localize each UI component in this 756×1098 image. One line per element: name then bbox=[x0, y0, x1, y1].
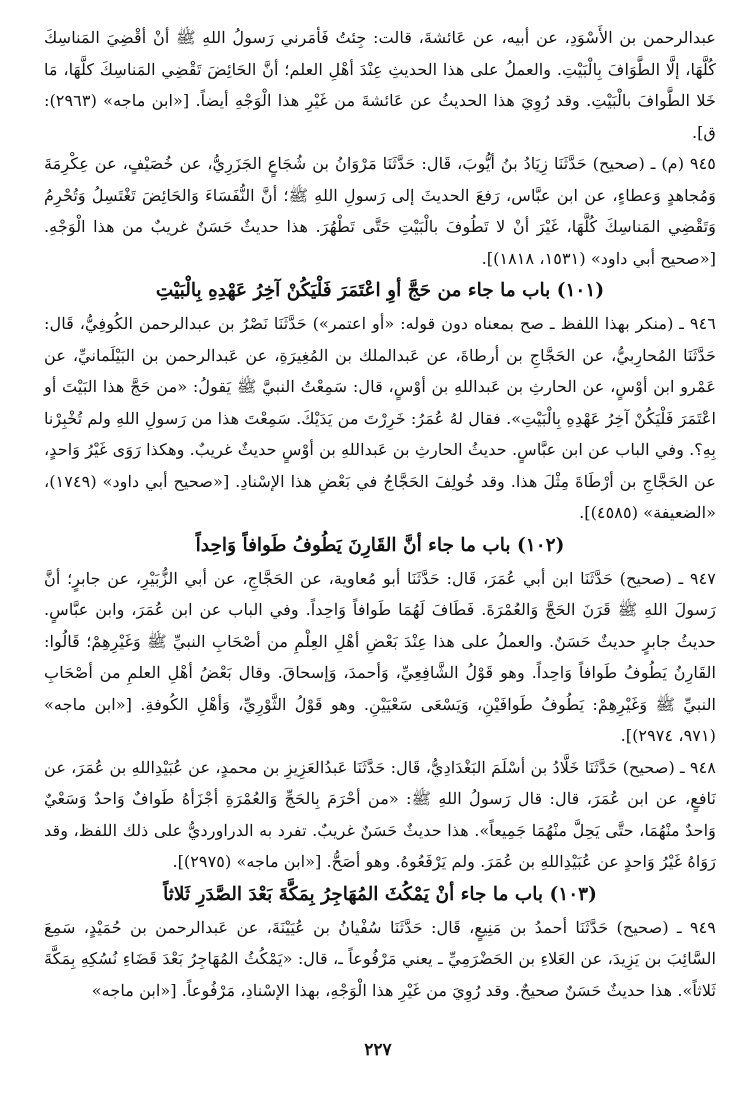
document-page bbox=[44, 22, 716, 1082]
page-number: ٢٢٧ bbox=[364, 1040, 392, 1060]
chapter-heading-102: (١٠٢) باب ما جاء أنَّ القَارِنَ يَطُوفُ طَوافاً وَاحِداً bbox=[195, 534, 565, 556]
hadith-949: ٩٤٩ ـ (صحيح) حَدَّثَنَا أحمدُ بن مَنِيعٍ، قَال: حَدَّثَنَا سُفْيانُ بن عُيَيْنَةَ، عن عَبدالرحمن بن حُمَيْدٍ، سَمِعَ السَّائِبَ بن يَزِيدَ، عن العَلاءِ بن الحَضْرَمِيِّ ـ يعني مَرْفُوعاً ـ، قال: «يَمْكُثُ المُهَاجِرُ بَعْدَ قَضَاءِ نُسُكِهِ بِمَكَّةَ ثَلاثاً». هذا حديثٌ حَسَنٌ صحيحٌ. وقد رُوِيَ من غَيْرِ هذا الْوَجْهِ، بهذا الإسْنادِ، مَرْفُوعاً. [«ابن ماجه» bbox=[44, 917, 716, 1000]
hadith-946: ٩٤٦ ـ (منكر بهذا اللفظ ـ صح بمعناه دون قوله: «أو اعتمر») حَدَّثَنَا نَصْرُ بن عبدالرحمن الكُوفِيُّ، قَال: حَدَّثَنَا المُحارِبيُّ، عن الحَجَّاجِ بن أرطاةَ، عن عَبدالملك بن المُغِيرَةِ، عن عَبدالرحمن بن البَيْلَمانيِّ، عن عَمْرو ابن أوْسٍ، عن الحارثِ بن عَبداللهِ بن أوْسٍ، قال: سَمِعْتُ النبيَّ ﷺ يَقولُ: «من حَجَّ هذا البَيْتَ أو اعْتَمَرَ فَلْيَكُنْ آخِرُ عَهْدِهِ بِالْبَيْتِ». فقال لهُ عُمَرُ: خَرِرْتَ من يَدَيْكَ. سَمِعْتَ هذا من رَسولِ اللهِ ولم تُخْبِرْنا بِهِ؟. وفي الباب عن ابن عبَّاسٍ. حديثُ الحارثِ بن عَبداللهِ بن أوْسٍ حديثٌ غريبٌ. وهكذا رَوَى غَيْرُ وَاحدٍ، عن الحَجَّاجِ بن أرْطَاةَ مِثْلَ هذا. وقد خُولِفَ الحَجَّاجُ في بَعْضِ هذا الإسْنادِ. [«صحيح أبي داود» (١٧٤٩)، «الضعيفة» (٤٥٨٥)]. bbox=[44, 314, 716, 522]
hadith-945: ٩٤٥ (م) ـ (صحيح) حَدَّثَنَا زِيَادُ بنُ أيُّوبَ، قَال: حَدَّثَنَا مَرْوَانُ بن شُجَاعٍ الجَزَرِيُّ، عن خُصَيْفٍ، عن عِكْرِمَةَ وَمُجاهدٍ وَعطاءٍ، عن ابن عبَّاس، رَفعَ الحديثَ إلى رَسولِ اللهِ ﷺ؛ أنَّ النُّفَسَاءَ وَالحَائِضَ تَغْتَسِلُ وَتُحْرِمُ وَتَقْضِي المَناسِكَ كُلَّهَا، غَيْرَ أنْ لا تَطُوفَ بالْبَيْتِ حَتَّى تَطْهُرَ. هذا حديثٌ حَسَنٌ غريبٌ من هذا الْوَجْهِ. [«صحيح أبي داود» (١٥٣١، ١٨١٨)]. bbox=[44, 154, 716, 268]
chapter-heading-101: (١٠١) باب ما جاء من حَجَّ أوِ اعْتَمَرَ فَلْيَكُنْ آخِرُ عَهْدِهِ بِالْبَيْتِ bbox=[155, 280, 605, 301]
paragraph-continuation: عبدالرحمن بن الأَسْوَدِ، عن أبيه، عن عَائشةَ، قالت: جِئتُ فَأمَرني رَسولُ اللهِ ﷺ أنْ أقْضِيَ المَناسِكَ كُلَّهَا، إلَّا الطَّوَافَ بِالْبَيْتِ. والعملُ على هذا الحديثِ عِنْدَ أهْلِ العلم؛ أنَّ الحَائِضَ تَقْضِي المَناسِكَ كلَّهَا، مَا خَلا الطَّوافَ بالْبَيْتِ. وقد رُوِيَ هذا الحديثُ عن عَائشةَ من غَيْرِ هذا الْوَجْهِ أيضاً. [«ابن ماجه» (٢٩٦٣): ق]. bbox=[44, 28, 716, 142]
chapter-heading-103: (١٠٣) باب ما جاء أنْ يَمْكُثَ المُهَاجِرُ بِمَكَّةَ بَعْدَ الصَّدَرِ ثَلاثاً bbox=[163, 883, 597, 905]
hadith-948: ٩٤٨ ـ (صحيح) حَدَّثَنَا خَلَّادُ بن أسْلَمَ البَغْدَادِيُّ، قَال: حَدَّثَنَا عَبدُالعَزِيزِ بن محمدٍ، عن عُبَيْدِاللهِ بن عُمَرَ، عن نَافعٍ، عن ابن عُمَرَ، قال: قال رَسولُ اللهِ ﷺ: «من أحْرَمَ بِالحَجِّ وَالعُمْرَةِ أجْزَأهُ طَوافٌ وَاحدٌ وَسَعْيٌ وَاحدٌ منْهُمَا، حتَّى يَحِلَّ منْهُمَا جَمِيعاً». هذا حديثٌ حَسَنٌ غريبٌ. تفرد به الدراورديُّ على ذلك اللفظ، وقد رَوَاهُ غَيْرُ وَاحدٍ عن عُبَيْدِاللهِ بن عُمَرَ. ولم يَرْفَعُوهُ. وهو أصَحُّ. [«ابن ماجه» (٢٩٧٥)]. bbox=[44, 757, 716, 871]
hadith-947: ٩٤٧ ـ (صحيح) حَدَّثَنَا ابن أبي عُمَرَ، قَال: حَدَّثَنَا أبو مُعاوية، عن الحَجَّاجِ، عن أبي الزُّبَيْرِ، عن جابرٍ؛ أنَّ رَسولَ اللهِ ﷺ قَرَنَ الحَجَّ وَالعُمْرَةَ. فَطَافَ لَهُمَا طَوافاً وَاحِداً. وفي الباب عن ابن عُمَرَ، وابن عبَّاسٍ. حديثُ جابرٍ حديثٌ حَسَنٌ. والعملُ على هذا عِنْدَ بَعْضِ أهْلِ العِلْمِ من أصْحَابِ النبيِّ ﷺ وَغَيْرِهِمْ؛ قَالُوا: القَارِنُ يَطُوفُ طَوافاً وَاحِداً. وهو قَوْلُ الشَّافِعِيِّ، وَأحمدَ، وَإسحاقَ. وقال بَعْضُ أهْلِ العلمِ من أصْحَابِ النبيِّ ﷺ وَغَيْرِهِمْ: يَطُوفُ طَوافَيْنِ، وَيَسْعَى سَعْيَيْنِ. وهو قَوْلُ الثَّوْرِيِّ، وَأهْلِ الكُوفةِ. [«ابن ماجه» (٩٧١، ٢٩٧٤)]. bbox=[44, 568, 716, 745]
